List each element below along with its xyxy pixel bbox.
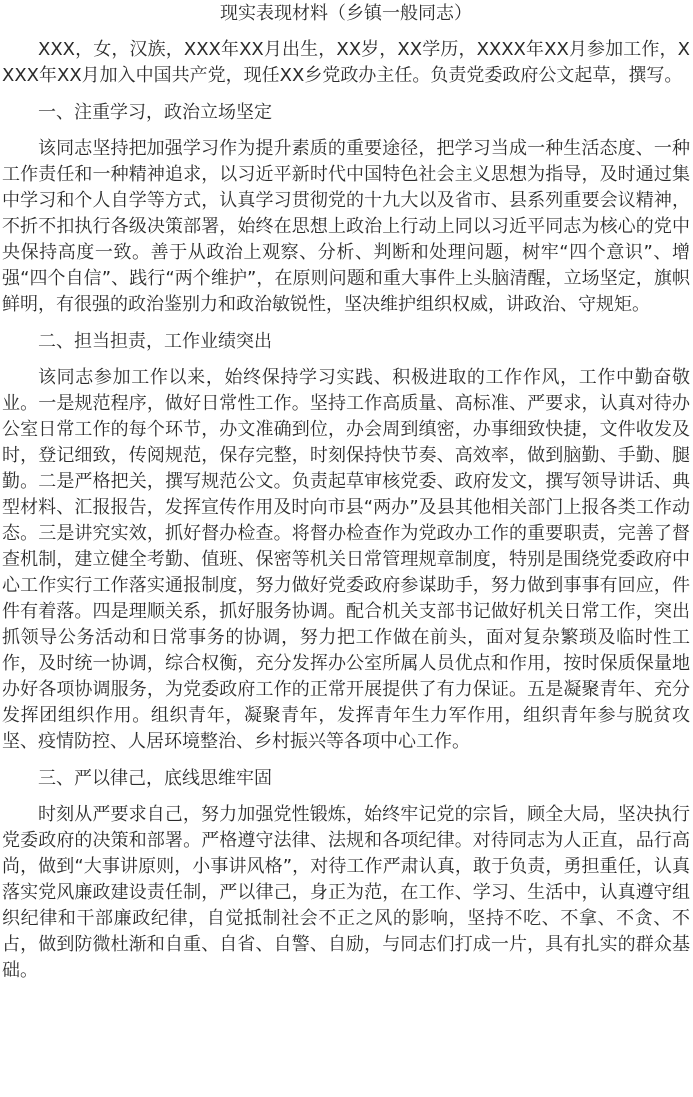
document-title: 现实表现材料（乡镇一般同志） <box>220 3 472 24</box>
spacer <box>2 27 690 37</box>
section-heading-3: 三、严以律己，底线思维牢固 <box>38 768 272 789</box>
section-body-1: 该同志坚持把加强学习作为提升素质的重要途径，把学习当成一种生活态度、一种工作责任和一种精神追求，以习近平新时代中国特色社会主义思想为指导，及时通过集中学习和个人自学等方式，认真学习贯彻党的十九大以及省市、县系列重要会议精神，不折不扣执行各级决策部署，始终在思想上政治上行动上同以习近平同志为核心的党中央保持高度一致。善于从政治上观察、分析、判断和处理问题，树牢“四个意识”、增强“四个自信”、践行“两个维护”，在原则问题和重大事件上头脑清醒，立场坚定，旗帜鲜明，有很强的政治鉴别力和政治敏锐性，坚决维护组织权威，讲政治、守规矩。 <box>2 138 690 315</box>
spacer <box>2 355 690 365</box>
spacer <box>2 792 690 802</box>
spacer <box>2 755 690 766</box>
spacer <box>2 126 690 136</box>
spacer <box>2 89 690 100</box>
spacer <box>2 318 690 329</box>
intro-paragraph: XXX，女，汉族，XXX年XX月出生，XX岁，XX学历，XXXX年XX月参加工作，XXXX年XX月加入中国共产党，现任XX乡党政办主任。负责党委政府公文起草，撰写。 <box>2 39 690 86</box>
section-body-3: 时刻从严要求自己，努力加强党性锻炼，始终牢记党的宗旨，顾全大局，坚决执行党委政府的决策和部署。严格遵守法律、法规和各项纪律。对待同志为人正直，品行高尚，做到“大事讲原则，小事讲风格”，对待工作严肃认真，敢于负责，勇担重任，认真落实党风廉政建设责任制，严以律己，身正为范，在工作、学习、生活中，认真遵守组织纪律和干部廉政纪律，自觉抵制社会不正之风的影响，坚持不吃、不拿、不贪、不占，做到防微杜渐和自重、自省、自警、自励，与同志们打成一片，具有扎实的群众基础。 <box>2 804 690 981</box>
section-heading-2: 二、担当担责，工作业绩突出 <box>38 331 272 352</box>
section-body-2: 该同志参加工作以来，始终保持学习实践、积极进取的工作作风，工作中勤奋敬业。一是规范程序，做好日常性工作。坚持工作高质量、高标准、严要求，认真对待办公室日常工作的每个环节，办文准确到位，办会周到缜密，办事细致快捷，文件收发及时，登记细致，传阅规范，保存完整，时刻保持快节奏、高效率，做到脑勤、手勤、腿勤。二是严格把关，撰写规范公文。负责起草审核党委、政府发文，撰写领导讲话、典型材料、汇报报告，发挥宣传作用及时向市县“两办”及县其他相关部门上报各类工作动态。三是讲究实效，抓好督办检查。将督办检查作为党政办工作的重要职责，完善了督查机制，建立健全考勤、值班、保密等机关日常管理规章制度，特别是围绕党委政府中心工作实行工作落实通报制度，努力做好党委政府参谋助手，努力做到事事有回应，件件有着落。四是理顺关系，抓好服务协调。配合机关支部书记做好机关日常工作，突出抓领导公务活动和日常事务的协调，努力把工作做在前头，面对复杂繁琐及临时性工作，及时统一协调，综合权衡，充分发挥办公室所属人员优点和作用，按时保质保量地办好各项协调服务，为党委政府工作的正常开展提供了有力保证。五是凝聚青年、充分发挥团组织作用。组织青年，凝聚青年，发挥青年生力军作用，组织青年参与脱贫攻坚、疫情防控、人居环境整治、乡村振兴等各项中心工作。 <box>2 367 690 752</box>
section-heading-1: 一、注重学习，政治立场坚定 <box>38 102 272 123</box>
